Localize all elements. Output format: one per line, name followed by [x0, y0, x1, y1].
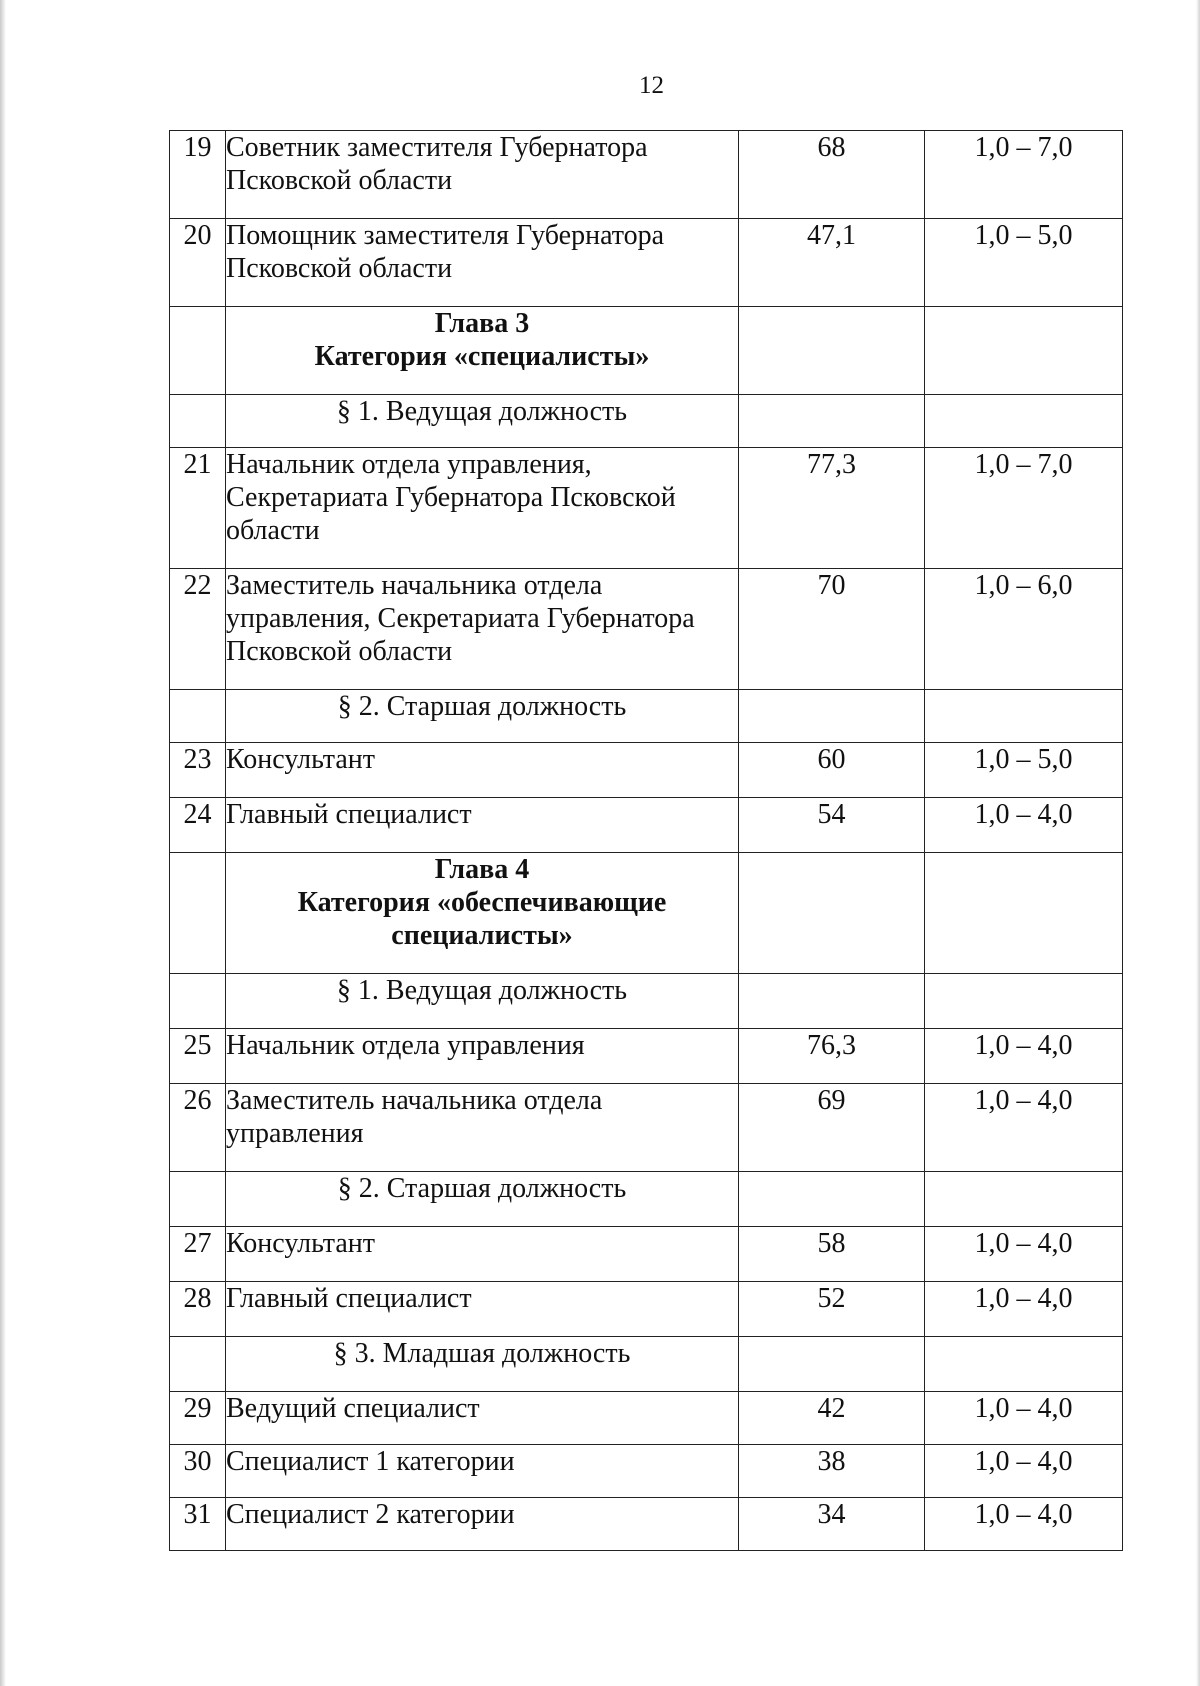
empty-cell — [925, 307, 1123, 395]
position-name-line: управления — [226, 1118, 364, 1149]
chapter-heading-row — [170, 853, 1123, 974]
table-row — [170, 1392, 1123, 1445]
row-number: 30 — [170, 1445, 226, 1498]
position-name-line: Главный специалист — [226, 799, 472, 830]
chapter-heading-line: Глава 3 — [434, 308, 530, 339]
section-row — [170, 1172, 1123, 1227]
empty-cell — [925, 1337, 1123, 1392]
chapter-heading-line: Категория «обеспечивающие — [297, 887, 667, 918]
position-name-line: Заместитель начальника отдела — [226, 570, 603, 601]
row-number: 31 — [170, 1498, 226, 1551]
position-name — [226, 1084, 739, 1172]
table-row — [170, 798, 1123, 853]
empty-cell — [170, 307, 226, 395]
table-row — [170, 569, 1123, 690]
empty-cell — [170, 690, 226, 743]
section-row — [170, 690, 1123, 743]
position-name-line: Консультант — [226, 1228, 375, 1259]
section-row — [170, 395, 1123, 448]
table-row — [170, 1029, 1123, 1084]
row-number: 29 — [170, 1392, 226, 1445]
position-name — [226, 1227, 739, 1282]
chapter-heading-line: специалисты» — [391, 920, 573, 951]
table-row — [170, 448, 1123, 569]
empty-cell — [739, 690, 925, 743]
salary-value: 52 — [739, 1282, 925, 1337]
position-name-line: Помощник заместителя Губернатора — [226, 220, 665, 251]
table-row — [170, 219, 1123, 307]
empty-cell — [170, 395, 226, 448]
salary-value: 76,3 — [739, 1029, 925, 1084]
salary-value: 68 — [739, 131, 925, 219]
section-title: § 2. Старшая должность — [226, 1172, 739, 1227]
chapter-heading-line: Категория «специалисты» — [314, 341, 650, 372]
position-name — [226, 569, 739, 690]
position-name-line: Секретариата Губернатора Псковской — [226, 482, 676, 513]
empty-cell — [170, 853, 226, 974]
empty-cell — [170, 1337, 226, 1392]
table-row — [170, 131, 1123, 219]
position-name — [226, 743, 739, 798]
position-name-line: Специалист 1 категории — [226, 1446, 515, 1477]
coefficient-range: 1,0 – 4,0 — [925, 1392, 1123, 1445]
salary-value: 77,3 — [739, 448, 925, 569]
scan-edge-right — [1196, 0, 1200, 1686]
position-name — [226, 131, 739, 219]
empty-cell — [739, 974, 925, 1029]
empty-cell — [925, 974, 1123, 1029]
page-number: 12 — [639, 72, 664, 99]
row-number: 26 — [170, 1084, 226, 1172]
position-name — [226, 1498, 739, 1551]
position-name-line: Начальник отдела управления — [226, 1030, 585, 1061]
section-title: § 1. Ведущая должность — [226, 974, 739, 1029]
empty-cell — [170, 1172, 226, 1227]
salary-value: 58 — [739, 1227, 925, 1282]
empty-cell — [170, 974, 226, 1029]
row-number: 23 — [170, 743, 226, 798]
coefficient-range: 1,0 – 4,0 — [925, 1498, 1123, 1551]
table-row — [170, 1282, 1123, 1337]
row-number: 22 — [170, 569, 226, 690]
position-name — [226, 1392, 739, 1445]
empty-cell — [739, 853, 925, 974]
row-number: 20 — [170, 219, 226, 307]
coefficient-range: 1,0 – 5,0 — [925, 743, 1123, 798]
table-row — [170, 1498, 1123, 1551]
salary-value: 60 — [739, 743, 925, 798]
chapter-heading-row — [170, 307, 1123, 395]
position-name-line: Начальник отдела управления, — [226, 449, 592, 480]
position-name-line: Псковской области — [226, 636, 453, 667]
position-name-line: Заместитель начальника отдела — [226, 1085, 603, 1116]
coefficient-range: 1,0 – 6,0 — [925, 569, 1123, 690]
table-body — [170, 131, 1123, 1551]
position-name — [226, 219, 739, 307]
position-name-line: Псковской области — [226, 165, 453, 196]
position-name-line: управления, Секретариата Губернатора — [226, 603, 695, 634]
empty-cell — [925, 853, 1123, 974]
empty-cell — [925, 690, 1123, 743]
salary-value: 34 — [739, 1498, 925, 1551]
coefficient-range: 1,0 – 7,0 — [925, 448, 1123, 569]
row-number: 27 — [170, 1227, 226, 1282]
position-name — [226, 1445, 739, 1498]
section-title: § 1. Ведущая должность — [226, 395, 739, 448]
row-number: 19 — [170, 131, 226, 219]
table-row — [170, 1445, 1123, 1498]
empty-cell — [925, 395, 1123, 448]
section-row — [170, 1337, 1123, 1392]
position-name — [226, 1282, 739, 1337]
position-name — [226, 798, 739, 853]
row-number: 25 — [170, 1029, 226, 1084]
coefficient-range: 1,0 – 4,0 — [925, 798, 1123, 853]
row-number: 21 — [170, 448, 226, 569]
salary-value: 47,1 — [739, 219, 925, 307]
salary-table — [169, 130, 1123, 1551]
empty-cell — [739, 395, 925, 448]
position-name-line: Ведущий специалист — [226, 1393, 480, 1424]
chapter-heading — [226, 853, 739, 974]
scan-edge-left — [0, 0, 6, 1686]
position-name — [226, 448, 739, 569]
coefficient-range: 1,0 – 4,0 — [925, 1445, 1123, 1498]
coefficient-range: 1,0 – 4,0 — [925, 1029, 1123, 1084]
coefficient-range: 1,0 – 4,0 — [925, 1084, 1123, 1172]
empty-cell — [739, 307, 925, 395]
coefficient-range: 1,0 – 4,0 — [925, 1282, 1123, 1337]
salary-value: 42 — [739, 1392, 925, 1445]
position-name-line: Специалист 2 категории — [226, 1499, 515, 1530]
table-row — [170, 1227, 1123, 1282]
coefficient-range: 1,0 – 4,0 — [925, 1227, 1123, 1282]
table-row — [170, 743, 1123, 798]
empty-cell — [925, 1172, 1123, 1227]
section-row — [170, 974, 1123, 1029]
position-name — [226, 1029, 739, 1084]
salary-value: 38 — [739, 1445, 925, 1498]
position-name-line: Консультант — [226, 744, 375, 775]
position-name-line: Главный специалист — [226, 1283, 472, 1314]
empty-cell — [739, 1172, 925, 1227]
coefficient-range: 1,0 – 5,0 — [925, 219, 1123, 307]
empty-cell — [739, 1337, 925, 1392]
table-row — [170, 1084, 1123, 1172]
section-title: § 2. Старшая должность — [226, 690, 739, 743]
coefficient-range: 1,0 – 7,0 — [925, 131, 1123, 219]
position-name-line: Советник заместителя Губернатора — [226, 132, 648, 163]
salary-value: 69 — [739, 1084, 925, 1172]
position-name-line: Псковской области — [226, 253, 453, 284]
row-number: 24 — [170, 798, 226, 853]
row-number: 28 — [170, 1282, 226, 1337]
section-title: § 3. Младшая должность — [226, 1337, 739, 1392]
chapter-heading-line: Глава 4 — [434, 854, 530, 885]
chapter-heading — [226, 307, 739, 395]
salary-value: 70 — [739, 569, 925, 690]
salary-value: 54 — [739, 798, 925, 853]
position-name-line: области — [226, 515, 320, 546]
